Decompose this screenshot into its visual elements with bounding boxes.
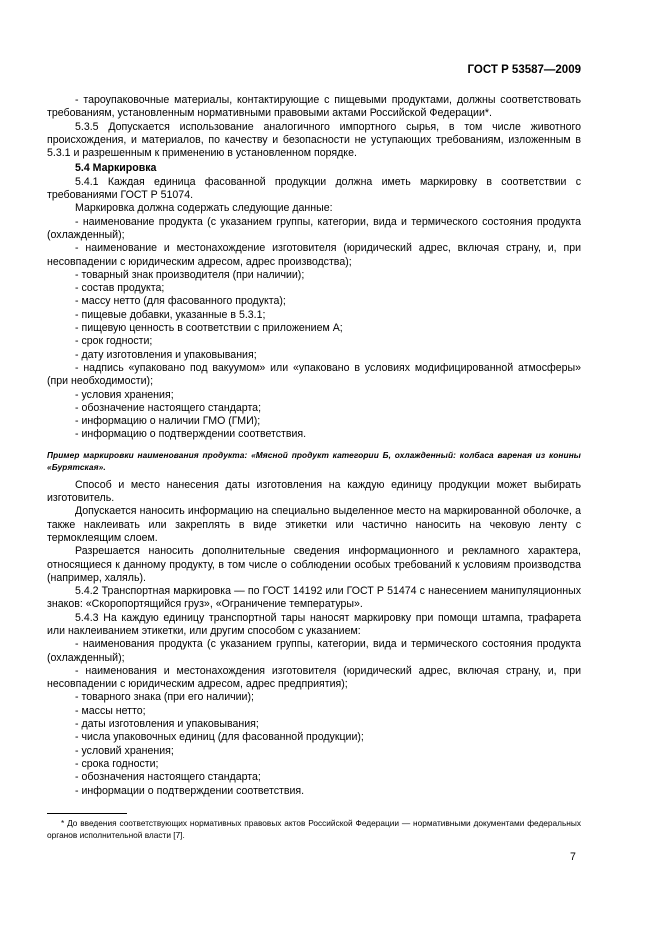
list-item: - даты изготовления и упаковывания; xyxy=(75,718,259,731)
list-item: - пищевую ценность в соответствии с приложением А; xyxy=(75,322,343,335)
standard-code: ГОСТ Р 53587—2009 xyxy=(467,64,581,76)
list-item: - массы нетто; xyxy=(75,704,146,717)
list-item: - обозначения настоящего стандарта; xyxy=(75,771,261,784)
list-item: - дату изготовления и упаковывания; xyxy=(75,348,257,361)
list-item: - срок годности; xyxy=(75,335,153,348)
paragraph: 5.4.3 На каждую единицу транспортной тары наносят маркировку при помощи штампа, трафарета или наклеиванием этикетки, или другим способом с указанием: xyxy=(47,611,581,637)
paragraph: 5.4.1 Каждая единица фасованной продукции должна иметь маркировку в соответствии с требованиями ГОСТ Р 51074. xyxy=(47,175,581,202)
paragraph: Допускается наносить информацию на специально выделенное место на маркированной оболочке, а также наклеивать или закреплять в виде этикетки или частично наносить на чековую ленту с термоклеящим слоем. xyxy=(47,505,581,544)
list-item: - массу нетто (для фасованного продукта); xyxy=(75,295,286,308)
paragraph: Маркировка должна содержать следующие данные: xyxy=(75,202,333,215)
paragraph: 5.3.5 Допускается использование аналогичного импортного сырья, в том числе животного происхождения, и материалов, по качеству и безопасности не уступающих требованиям, изложенным в 5.3.1 и разрешенным к применению в установленном порядке. xyxy=(47,120,581,160)
footnote-divider xyxy=(47,813,127,814)
list-item: - пищевые добавки, указанные в 5.3.1; xyxy=(75,308,266,321)
footnote: * До введения соответствующих нормативных правовых актов Российской Федерации — нормативными документами федеральных органов исполнительной власти [7]. xyxy=(47,818,581,840)
list-item: - наименование продукта (с указанием группы, категории, вида и термического состояния продукта (охлажденный); xyxy=(47,215,581,241)
document-body xyxy=(47,94,581,798)
paragraph: Разрешается наносить дополнительные сведения информационного и рекламного характера, относящиеся к данному продукту, в том числе о соблюдении особых требований к условиям производства (например, халяль). xyxy=(47,545,581,584)
example-note: Пример маркировки наименования продукта: «Мясной продукт категории Б, охлажденный: колбаса вареная из конины «Бурятская». xyxy=(47,449,581,472)
list-item: - срока годности; xyxy=(75,757,159,770)
paragraph: - тароупаковочные материалы, контактирующие с пищевыми продуктами, должны соответствовать требованиям, установленным нормативными правовыми актами Российской Федерации*. xyxy=(47,94,581,120)
list-item: - условий хранения; xyxy=(75,744,174,757)
list-item: - обозначение настоящего стандарта; xyxy=(75,401,262,414)
paragraph: Способ и место нанесения даты изготовления на каждую единицу продукции может выбирать изготовитель. xyxy=(47,478,581,505)
list-item: - состав продукта; xyxy=(75,282,165,295)
list-item: - наименования продукта (с указанием группы, категории, вида и термического состояния продукта (охлажденный); xyxy=(47,638,581,664)
list-item: - информацию о наличии ГМО (ГМИ); xyxy=(75,415,261,428)
list-item: - информацию о подтверждении соответствия. xyxy=(75,428,307,441)
list-item: - информации о подтверждении соответствия. xyxy=(75,784,305,797)
list-item: - товарный знак производителя (при наличии); xyxy=(75,268,305,281)
list-item: - числа упаковочных единиц (для фасованной продукции); xyxy=(75,731,364,744)
section-heading: 5.4 Маркировка xyxy=(75,162,157,175)
list-item: - надпись «упаковано под вакуумом» или «упаковано в условиях модифицированной атмосферы» (при необходимости); xyxy=(47,361,581,388)
page-number: 7 xyxy=(570,851,576,863)
list-item: - товарного знака (при его наличии); xyxy=(75,691,254,704)
paragraph: 5.4.2 Транспортная маркировка — по ГОСТ 14192 или ГОСТ Р 51474 с нанесением манипуляционных знаков: «Скоропортящийся груз», «Ограничение температуры». xyxy=(47,585,581,611)
list-item: - условия хранения; xyxy=(75,388,174,401)
list-item: - наименование и местонахождение изготовителя (юридический адрес, включая страну, и, при несовпадении с юридическим адресом, адрес производства); xyxy=(47,242,581,268)
list-item: - наименования и местонахождения изготовителя (юридический адрес, включая страну, и, при несовпадении с юридическим адресом, адрес предприятия); xyxy=(47,664,581,691)
